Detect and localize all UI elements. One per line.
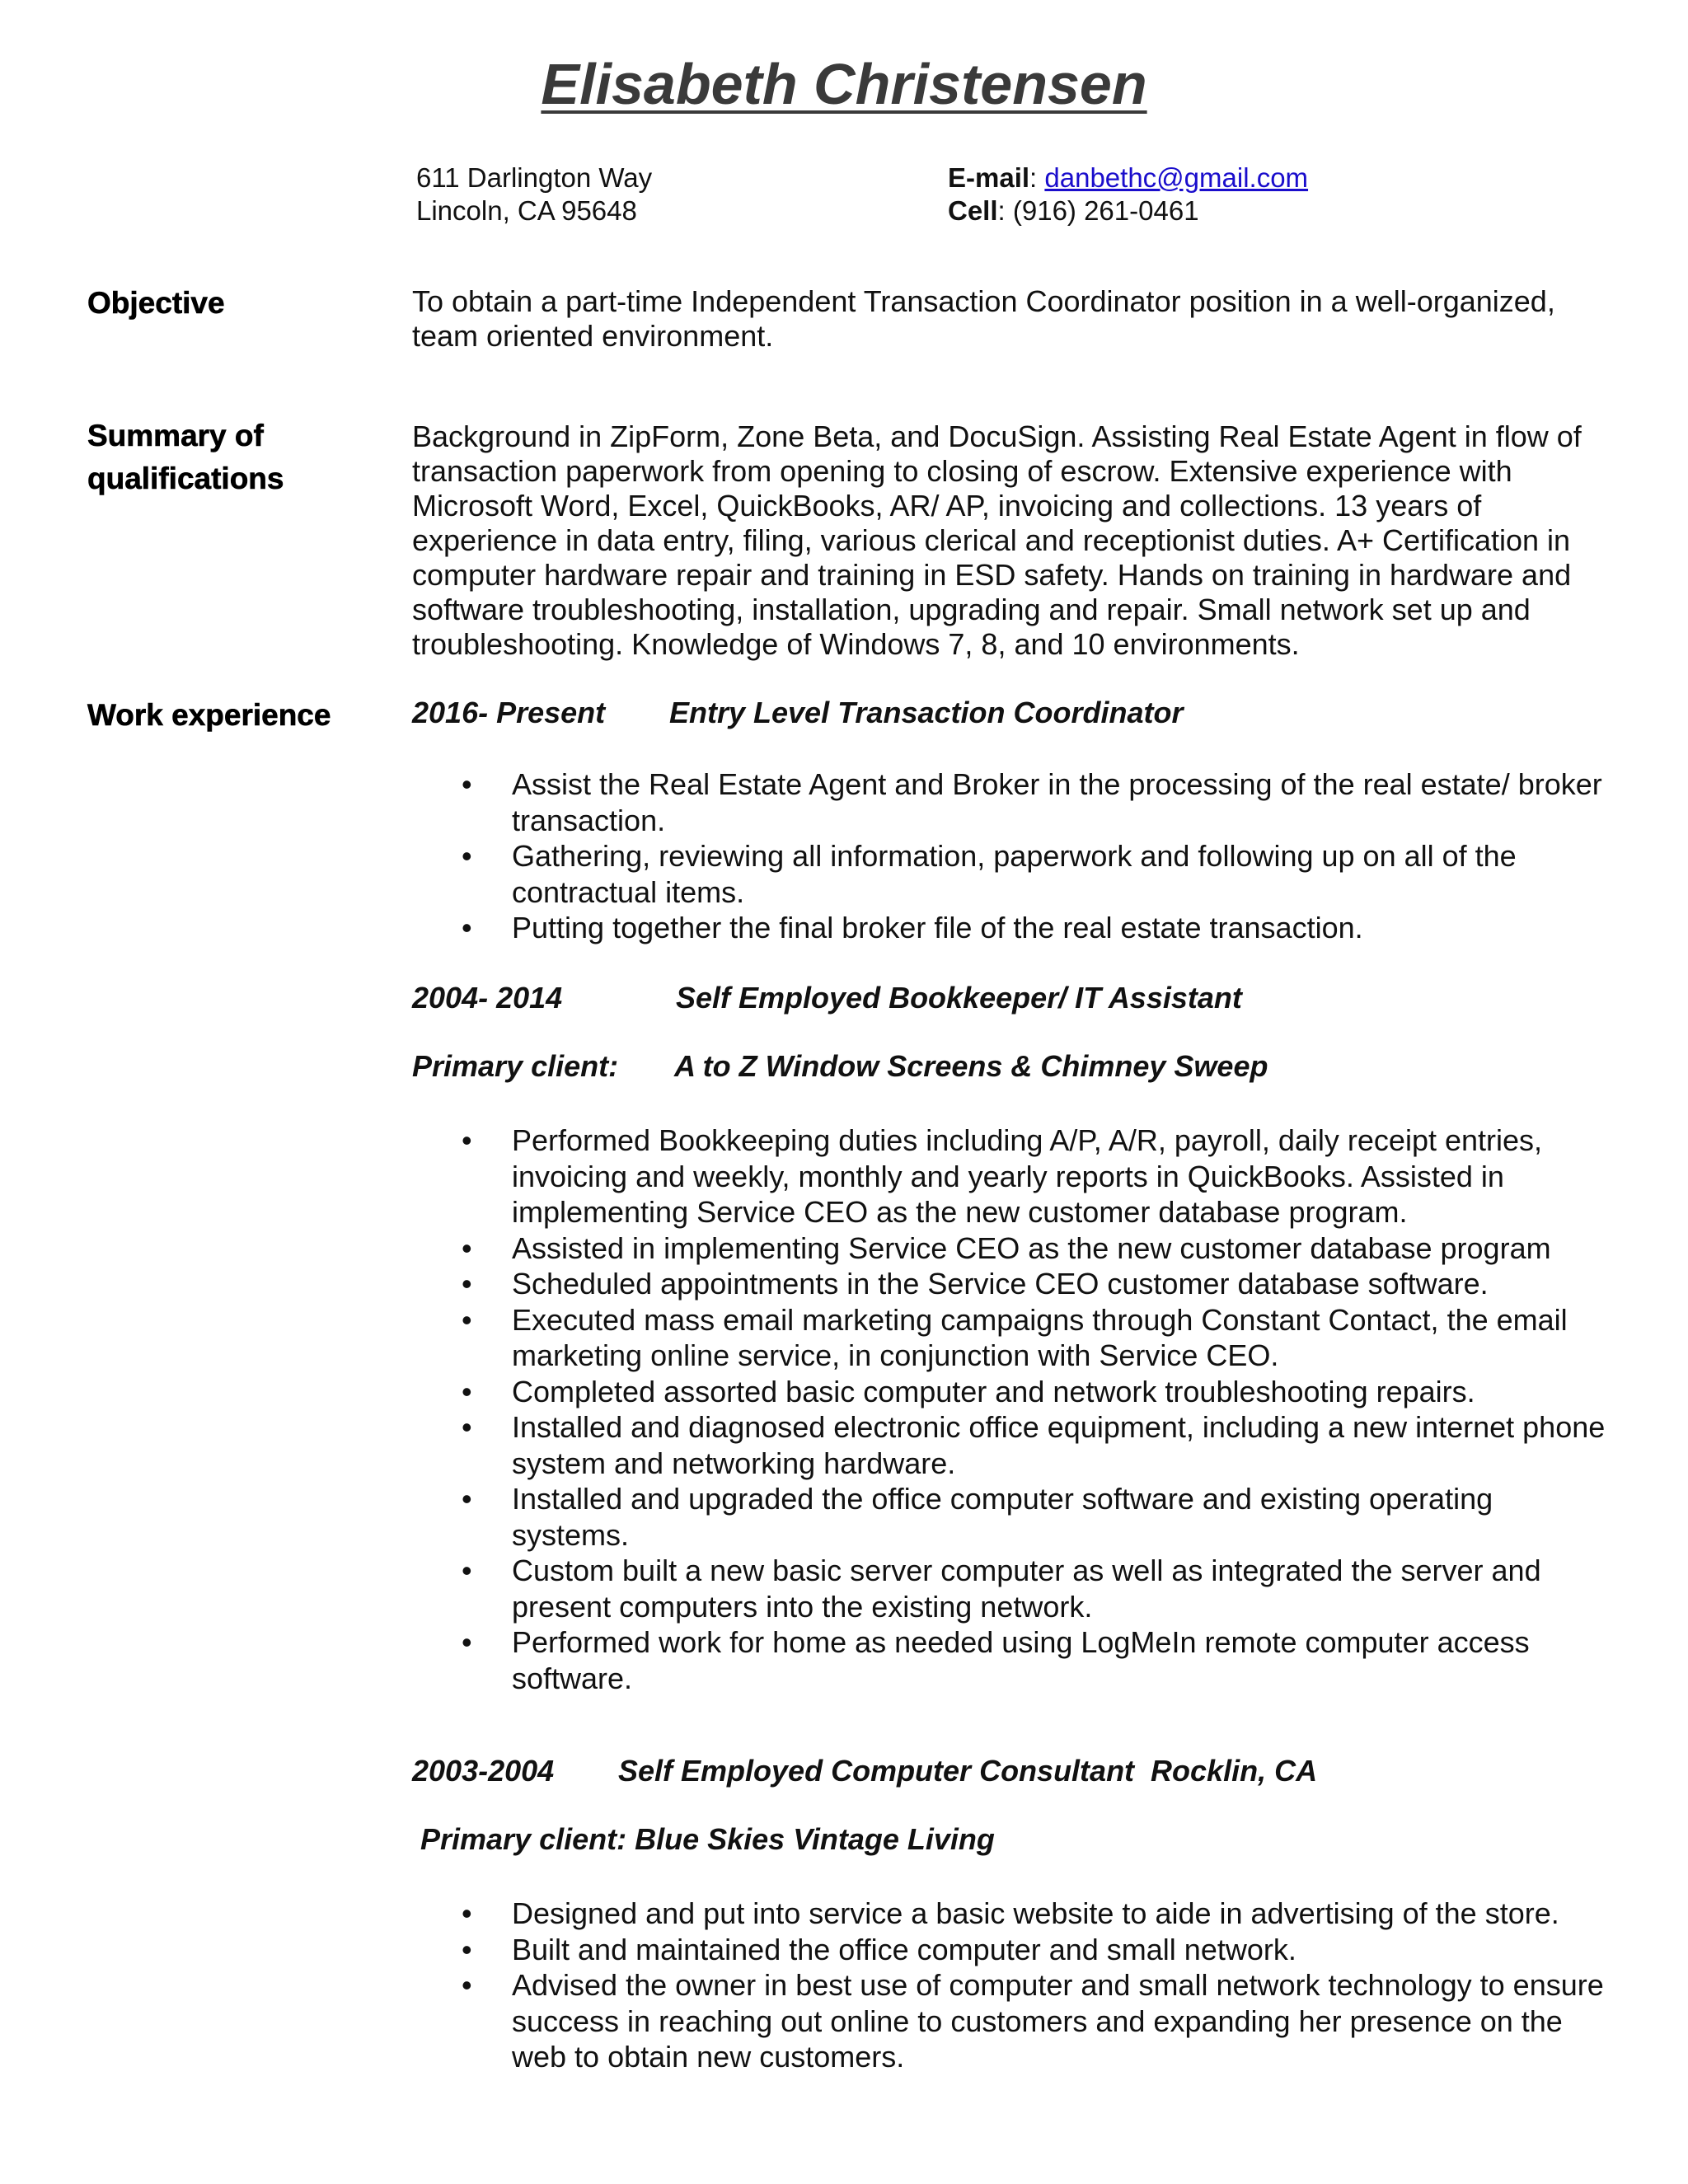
list-item: • Completed assorted basic computer and network troubleshooting repairs.	[462, 1374, 1615, 1410]
email-row: E-mail: danbethc@gmail.com	[948, 162, 1309, 193]
job-3-duties	[462, 1896, 1615, 2075]
list-item: • Assist the Real Estate Agent and Broker in the processing of the real estate/ broker transaction.	[462, 766, 1615, 838]
list-item: • Executed mass email marketing campaigns through Constant Contact, the email marketing online service, in conjunction with Service CEO.	[462, 1302, 1615, 1374]
job-3-client: Primary client: Blue Skies Vintage Living	[420, 1822, 995, 1856]
list-item: • Performed Bookkeeping duties including A/P, A/R, payroll, daily receipt entries, invoicing and weekly, monthly and yearly reports in QuickBooks. Assisted in implementing Service CEO as the new customer database program.	[462, 1122, 1615, 1230]
job-2-client-label: Primary client:	[412, 1049, 619, 1083]
list-item: • Performed work for home as needed using LogMeIn remote computer access software.	[462, 1624, 1615, 1696]
list-item: • Designed and put into service a basic website to aide in advertising of the store.	[462, 1896, 1615, 1932]
email-label: E-mail	[948, 162, 1030, 193]
job-2-client	[412, 1048, 1268, 1085]
job-2-title: Self Employed Bookkeeper/ IT Assistant	[676, 981, 1242, 1015]
job-2-dates: 2004- 2014	[412, 981, 563, 1015]
email-link[interactable]: danbethc@gmail.com	[1044, 162, 1309, 193]
cell-label: Cell	[948, 195, 998, 226]
address-line-1: 611 Darlington Way	[416, 162, 653, 193]
summary-heading-line-1: Summary of	[87, 419, 264, 452]
job-1-dates: 2016- Present	[412, 696, 606, 729]
job-2-client-name: A to Z Window Screens & Chimney Sweep	[674, 1049, 1268, 1083]
job-3-header	[412, 1753, 1317, 1789]
job-2-duties	[462, 1122, 1615, 1696]
objective-text: To obtain a part-time Independent Transaction Coordinator position in a well-organized, team oriented environment.	[412, 284, 1555, 353]
job-3-title: Self Employed Computer Consultant Rocklin, CA	[618, 1754, 1318, 1788]
cell-row: Cell: (916) 261-0461	[948, 195, 1199, 226]
job-1-title: Entry Level Transaction Coordinator	[669, 696, 1184, 729]
work-heading: Work experience	[87, 698, 331, 732]
contact-block	[948, 162, 1308, 227]
job-3-dates: 2003-2004	[412, 1754, 555, 1788]
list-item: • Installed and diagnosed electronic office equipment, including a new internet phone system and networking hardware.	[462, 1409, 1615, 1481]
address-line-2: Lincoln, CA 95648	[416, 195, 637, 226]
list-item: • Scheduled appointments in the Service CEO customer database software.	[462, 1266, 1615, 1302]
list-item: • Gathering, reviewing all information, paperwork and following up on all of the contractual items.	[462, 838, 1615, 910]
cell-number: (916) 261-0461	[1012, 195, 1199, 226]
job-2-header	[412, 980, 1242, 1016]
summary-heading	[87, 415, 284, 500]
job-1-header	[412, 695, 1183, 731]
job-1-duties	[462, 766, 1615, 946]
list-item: • Custom built a new basic server computer as well as integrated the server and present computers into the existing network.	[462, 1553, 1615, 1624]
summary-text: Background in ZipForm, Zone Beta, and DocuSign. Assisting Real Estate Agent in flow of transaction paperwork from opening to closing of escrow. Extensive experience with Microsoft Word, Excel, QuickBooks, AR/ AP, invoicing and collections. 13 years of experience in data entry, filing, various clerical and receptionist duties. A+ Certification in computer hardware repair and training in ESD safety. Hands on training in hardware and software troubleshooting, installation, upgrading and repair. Small network set up and troubleshooting. Knowledge of Windows 7, 8, and 10 environments.	[412, 419, 1582, 661]
list-item: • Built and maintained the office computer and small network.	[462, 1932, 1615, 1968]
summary-heading-line-2: qualifications	[87, 462, 284, 495]
candidate-name: Elisabeth Christensen	[541, 52, 1147, 116]
list-item: • Installed and upgraded the office computer software and existing operating systems.	[462, 1481, 1615, 1553]
list-item: • Advised the owner in best use of computer and small network technology to ensure success in reaching out online to customers and expanding her presence on the web to obtain new customers.	[462, 1967, 1615, 2075]
objective-heading: Objective	[87, 286, 225, 320]
list-item: • Putting together the final broker file of the real estate transaction.	[462, 910, 1615, 946]
list-item: • Assisted in implementing Service CEO as the new customer database program	[462, 1230, 1615, 1267]
address-block	[416, 162, 652, 227]
